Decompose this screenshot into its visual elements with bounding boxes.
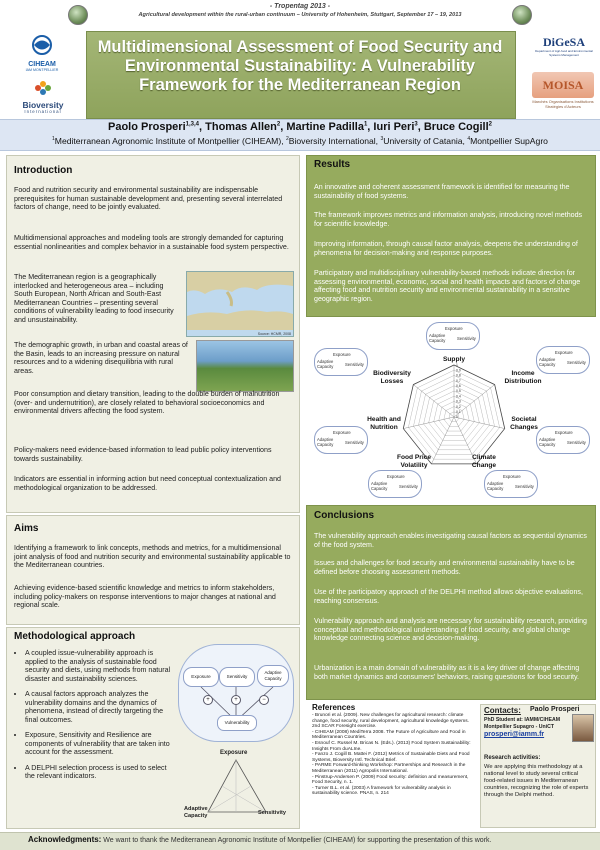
- mini-node: [484, 470, 538, 498]
- bioversity-logo-text: Bioversity: [22, 100, 64, 110]
- mini-node-adaptive: Adaptive Capacity: [429, 333, 446, 343]
- results-paragraph: An innovative and coherent assessment framework is identified for measuring the sustainability of food systems.: [314, 183, 570, 200]
- diagram-exposure: Exposure: [183, 667, 219, 687]
- aims-paragraph: Achieving evidence-based scientific knowledge and metrics to inform stakeholders, including policy-makers on response interventions to major changes at national and regional scale.: [14, 584, 276, 609]
- conclusions-paragraph: Vulnerability approach and analysis are necessary for sustainability research, providing conceptual and methodological understanding of food security, and global change knowledge connecting science and decision-making.: [314, 617, 587, 642]
- radar-scale-label: 0: [456, 415, 458, 420]
- diagram-sensitivity: Sensitivity: [219, 667, 255, 687]
- affil-sup: 1: [52, 136, 55, 143]
- conclusions-heading: Conclusions: [314, 510, 375, 521]
- triangle-sensitivity: Sensitivity: [258, 810, 286, 816]
- author-name: Paolo Prosperi: [108, 121, 186, 133]
- method-bullet: • A DELPHI selection process is used to select the relevant indicators.: [25, 764, 174, 781]
- radar-scale-label: 0,2: [456, 404, 461, 409]
- intro-paragraph: Food and nutrition security and environmental sustainability are indispensable prerequisites for human sustainable development and, presenting several interrelated factors of change, need to be jointly evaluated.: [14, 186, 283, 211]
- radar-scale-label: 0,6: [456, 384, 461, 388]
- radar-scale-label: 0,8: [456, 373, 461, 378]
- radar-spoke: [413, 385, 454, 417]
- mini-node-sensitivity: Sensitivity: [515, 484, 534, 489]
- reference-item: - Fanzo J. Cogill B. Mattei F. (2012) Metrics of Sustainable Diets and Food Systems, Bioversity Intl. Technical Brief.: [312, 752, 470, 763]
- mini-node-adaptive: Adaptive Capacity: [317, 437, 334, 447]
- conclusions-paragraph: Issues and challenges for food security and environmental sustainability have to be defined before choosing assessment methods.: [314, 559, 575, 576]
- map-source: Source: HCMR, 2008: [257, 332, 291, 336]
- reference-list: [312, 713, 474, 797]
- reference-item: - PARME Forward-thinking Workshop: Partnerships and Research in the Mediterranean (2011) Agropolis International.: [312, 763, 466, 774]
- triangle-adaptive: Adaptive Capacity: [184, 806, 208, 819]
- results-paragraph: Improving information, through causal factor analysis, deepens the understanding of phenomena for decision-making and response purposes.: [314, 240, 578, 257]
- method-bullet: • A causal factors approach analyzes the vulnerability domains and the dynamics of phenomena, instead of directly targeting the final outcomes.: [25, 690, 174, 724]
- radar-axis-label: Health and Nutrition: [367, 416, 401, 431]
- radar-axis-label: Income Distribution: [504, 370, 542, 385]
- mini-node-exposure: Exposure: [555, 430, 573, 435]
- moisa-logo-text: MOISA: [532, 72, 594, 98]
- affil-sup: 3: [380, 136, 384, 143]
- results-heading: Results: [314, 159, 351, 170]
- mini-node: [314, 426, 368, 454]
- radar-axis-label: Societal Changes: [510, 416, 538, 431]
- reference-item: - Turner B.L. et al. (2003) A framework for vulnerability analysis in sustainability science. PNAS, n. 214: [312, 785, 451, 797]
- contact-role: PhD Student at: IAMM/CIHEAM: [484, 717, 561, 723]
- digesa-logo-text: DiGeSA: [543, 35, 585, 49]
- diagram-sign-plus: +: [231, 695, 241, 705]
- triangle-exposure: Exposure: [220, 750, 248, 756]
- author-affil-sup: 2: [276, 121, 281, 128]
- mini-node-adaptive: Adaptive Capacity: [539, 437, 556, 447]
- author-name: Iuri Peri: [373, 121, 415, 133]
- mini-node-adaptive: Adaptive Capacity: [539, 357, 556, 367]
- bioversity-logo-sub: International: [24, 109, 62, 114]
- mini-node-exposure: Exposure: [503, 474, 521, 479]
- mini-node-exposure: Exposure: [333, 352, 351, 357]
- intro-paragraph: The demographic growth, in urban and coastal areas of the Basin, leads to an increasing pressure on natural resources and to a widening disequilibria with rural areas.: [14, 341, 188, 375]
- radar-chart: [314, 320, 594, 502]
- reference-item: - Pinstrup-Andersen P. (2009) Food security: definition and measurement, Food Security, n. 1.: [312, 774, 469, 786]
- author-affil-sup: 1: [363, 121, 368, 128]
- intro-paragraph: Indicators are essential in informing action but need conceptual contextualization and methodological organization to be addressed.: [14, 475, 281, 492]
- radar-scale-label: 1: [456, 363, 458, 368]
- mini-node: [314, 348, 368, 376]
- affiliation: Mediterranean Agronomic Institute of Montpellier (CIHEAM),: [54, 136, 286, 146]
- mini-node-exposure: Exposure: [555, 350, 573, 355]
- author-affil-sup: 2: [488, 121, 492, 128]
- acknowledgments: [28, 835, 588, 844]
- ciheam-logo: [18, 34, 66, 70]
- affiliation: University of Catania,: [383, 136, 468, 146]
- diagram-vulnerability: Vulnerability: [217, 715, 257, 731]
- mini-node-adaptive: Adaptive Capacity: [487, 481, 504, 491]
- contact-email-link[interactable]: prosperi@iamm.fr: [484, 731, 545, 738]
- mini-node: [368, 470, 422, 498]
- intro-paragraph: Policy-makers need evidence-based information to lead public policy interventions towards sustainability.: [14, 446, 272, 463]
- contact-role: Montpellier Supagro - UniCT: [484, 724, 555, 730]
- contact-name: Paolo Prosperi: [530, 706, 580, 713]
- radar-axis-label: Climate Change: [471, 454, 497, 469]
- mini-node-adaptive: Adaptive Capacity: [317, 359, 334, 369]
- diagram-adaptive: Adaptive Capacity: [257, 665, 289, 687]
- radar-spoke: [403, 417, 454, 429]
- author-name: Thomas Allen: [205, 121, 277, 133]
- radar-axis-label: Food Price Volatility: [396, 454, 432, 469]
- conclusions-paragraph: The vulnerability approach enables investigating causal factors as sequential dynamics of the food system.: [314, 532, 587, 549]
- mini-node: [426, 322, 480, 350]
- radar-scale-label: 0,9: [456, 368, 461, 373]
- ack-text: We want to thank the Mediterranean Agronomic Institute of Montpellier (CIHEAM) for supporting the presentation of this work.: [103, 837, 492, 844]
- mini-node-sensitivity: Sensitivity: [567, 440, 586, 445]
- aims-heading: Aims: [14, 523, 39, 534]
- intro-paragraph: Multidimensional approaches and modeling tools are strongly demanded for capturing essential nonlinearities and complex behavior in a sustainable food system perspective.: [14, 234, 289, 251]
- contact-photo: [572, 714, 594, 742]
- radar-scale-label: 0,3: [456, 399, 461, 404]
- moisa-logo: [532, 72, 594, 116]
- bioversity-logo: [14, 78, 72, 112]
- affiliations: [0, 136, 600, 146]
- digesa-logo-sub: Department of Agri-food and Environmental Systems Management: [535, 49, 593, 57]
- diagram-sign-plus: +: [203, 695, 213, 705]
- references-heading: References: [312, 703, 356, 712]
- mini-node-sensitivity: Sensitivity: [345, 440, 364, 445]
- conference-subtitle: Agricultural development within the rural-urban continuum – University of Hohenheim, Stuttgart, September 17 – 19, 2013: [138, 12, 462, 18]
- intro-paragraph: The Mediterranean region is a geographically interlocked and heterogeneous area – including South European, North African and South-East Mediterranean Countries – presenting several conditions of vulnerability leading to food insecurity and unsustainability.: [14, 273, 174, 324]
- moisa-logo-sub: Marchés Organisations Institutions Stratégies d'Acteurs: [532, 99, 594, 109]
- ciheam-logo-text: CIHEAM: [28, 61, 56, 68]
- reference-item: - Esnouf C. Russel M. Bricas N. (Eds.). (2013) Food System Sustainability: Insights From duALIne.: [312, 740, 471, 752]
- mini-node-exposure: Exposure: [387, 474, 405, 479]
- results-paragraph: The framework improves metrics and information analysis, introducing novel methods for scientific knowledge.: [314, 211, 583, 228]
- radar-scale-label: 0,5: [456, 389, 461, 394]
- author-affil-sup: 3: [414, 121, 418, 128]
- mini-node-exposure: Exposure: [333, 430, 351, 435]
- conference-name: - Tropentag 2013 -: [269, 3, 331, 10]
- radar-axis-label: Biodiversity Losses: [373, 370, 411, 385]
- mini-node-exposure: Exposure: [445, 326, 463, 331]
- mediterranean-map: [186, 271, 294, 337]
- radar-scale-label: 0,1: [456, 410, 461, 414]
- affiliation: Bioversity International,: [288, 136, 381, 146]
- intro-paragraph: Poor consumption and dietary transition, leading to the double burden of malnutrition (over- and undernutrition), are closely related to behavioral socioeconomics and environmental drivers affecting the food system.: [14, 390, 280, 415]
- radar-spoke: [454, 417, 505, 429]
- research-heading: Research activities:: [484, 755, 541, 761]
- reference-item: - CIHEAM (2008) MediTerra 2008. The Future of Agriculture and Food in Mediterranean Countries.: [312, 729, 466, 741]
- mini-node-adaptive: Adaptive Capacity: [371, 481, 388, 491]
- author-list: Paolo Prosperi$^{1,3,4}$, Thomas Allen$^2$, Martine Padilla$^1$, Iuri Peri$^3$, Bruce Cogill$^2$: [108, 121, 492, 133]
- radar-scale-label: 0,7: [456, 378, 461, 383]
- poster-title: Multidimensional Assessment of Food Security and Environmental Sustainability: A Vulnerability Framework for the Mediterranean Region: [97, 38, 503, 94]
- method-bullet: • Exposure, Sensitivity and Resilience are components of vulnerability that are taken into account for the assessment.: [25, 731, 174, 757]
- introduction-heading: Introduction: [14, 165, 73, 176]
- ack-label: Acknowledgments:: [28, 835, 102, 844]
- author-name: Martine Padilla: [286, 121, 364, 133]
- affil-sup: 2: [285, 136, 289, 143]
- mini-node-sensitivity: Sensitivity: [399, 484, 418, 489]
- results-paragraph: Participatory and multidisciplinary vulnerability-based methods indicate direction for assessing environmental, economic, social and health impacts and factors of change affecting food and nutrition security and environmental sustainability in a sensitive geographic region.: [314, 269, 581, 303]
- mini-node: [536, 426, 590, 454]
- conclusions-paragraph: Use of the participatory approach of the DELPHI method allows objective evaluations, reaching consensus.: [314, 588, 583, 605]
- method-bullet: • A coupled issue-vulnerability approach is applied to the analysis of sustainable food security and diets, using methods from natural disaster and sustainability sciences.: [25, 649, 174, 683]
- conclusions-paragraph: Urbanization is a main domain of vulnerability as it is a key driver of change affecting both market dynamics and consumers' behaviors, raising questions for food security.: [314, 664, 580, 681]
- author-affil-sup: 1,3,4: [185, 121, 199, 128]
- mini-node-sensitivity: Sensitivity: [345, 362, 364, 367]
- radar-axis-label: Supply: [443, 356, 465, 363]
- research-text: We are applying this methodology at a national level to study several critical food-related issues in Mediterranean countries, recognizing the role of experts through the Delphi method.: [484, 764, 589, 798]
- ciheam-logo-sub: IAM MONTPELLIER: [25, 68, 59, 72]
- affiliation: Montpellier SupAgro: [470, 136, 548, 146]
- author-name: Bruce Cogill: [423, 121, 489, 133]
- coastal-photo: [196, 340, 294, 392]
- affil-sup: 4: [467, 136, 471, 143]
- mini-node-sensitivity: Sensitivity: [457, 336, 476, 341]
- digesa-logo: [534, 35, 594, 65]
- diagram-sign-minus: −: [259, 695, 269, 705]
- vulnerability-diagram: [178, 644, 294, 742]
- radar-scale-label: 0,4: [456, 394, 461, 399]
- method-bullets: [14, 649, 174, 788]
- reference-item: - Brunori et al. (2009). New challenges for agricultural research: climate change, food security, rural development, agricultural knowledge systems. 2nd SCAR Foresight exercise.: [312, 713, 469, 730]
- mini-node: [536, 346, 590, 374]
- contacts-heading: Contacts:: [484, 706, 521, 715]
- vulnerability-triangle: [184, 748, 294, 824]
- aims-paragraph: Identifying a framework to link concepts, methods and metrics, for a multidimensional joint analysis of food and nutrition security and environmental sustainability applicable to the Mediterranean countries.: [14, 544, 291, 569]
- mini-node-sensitivity: Sensitivity: [567, 360, 586, 365]
- method-heading: Methodological approach: [14, 631, 136, 642]
